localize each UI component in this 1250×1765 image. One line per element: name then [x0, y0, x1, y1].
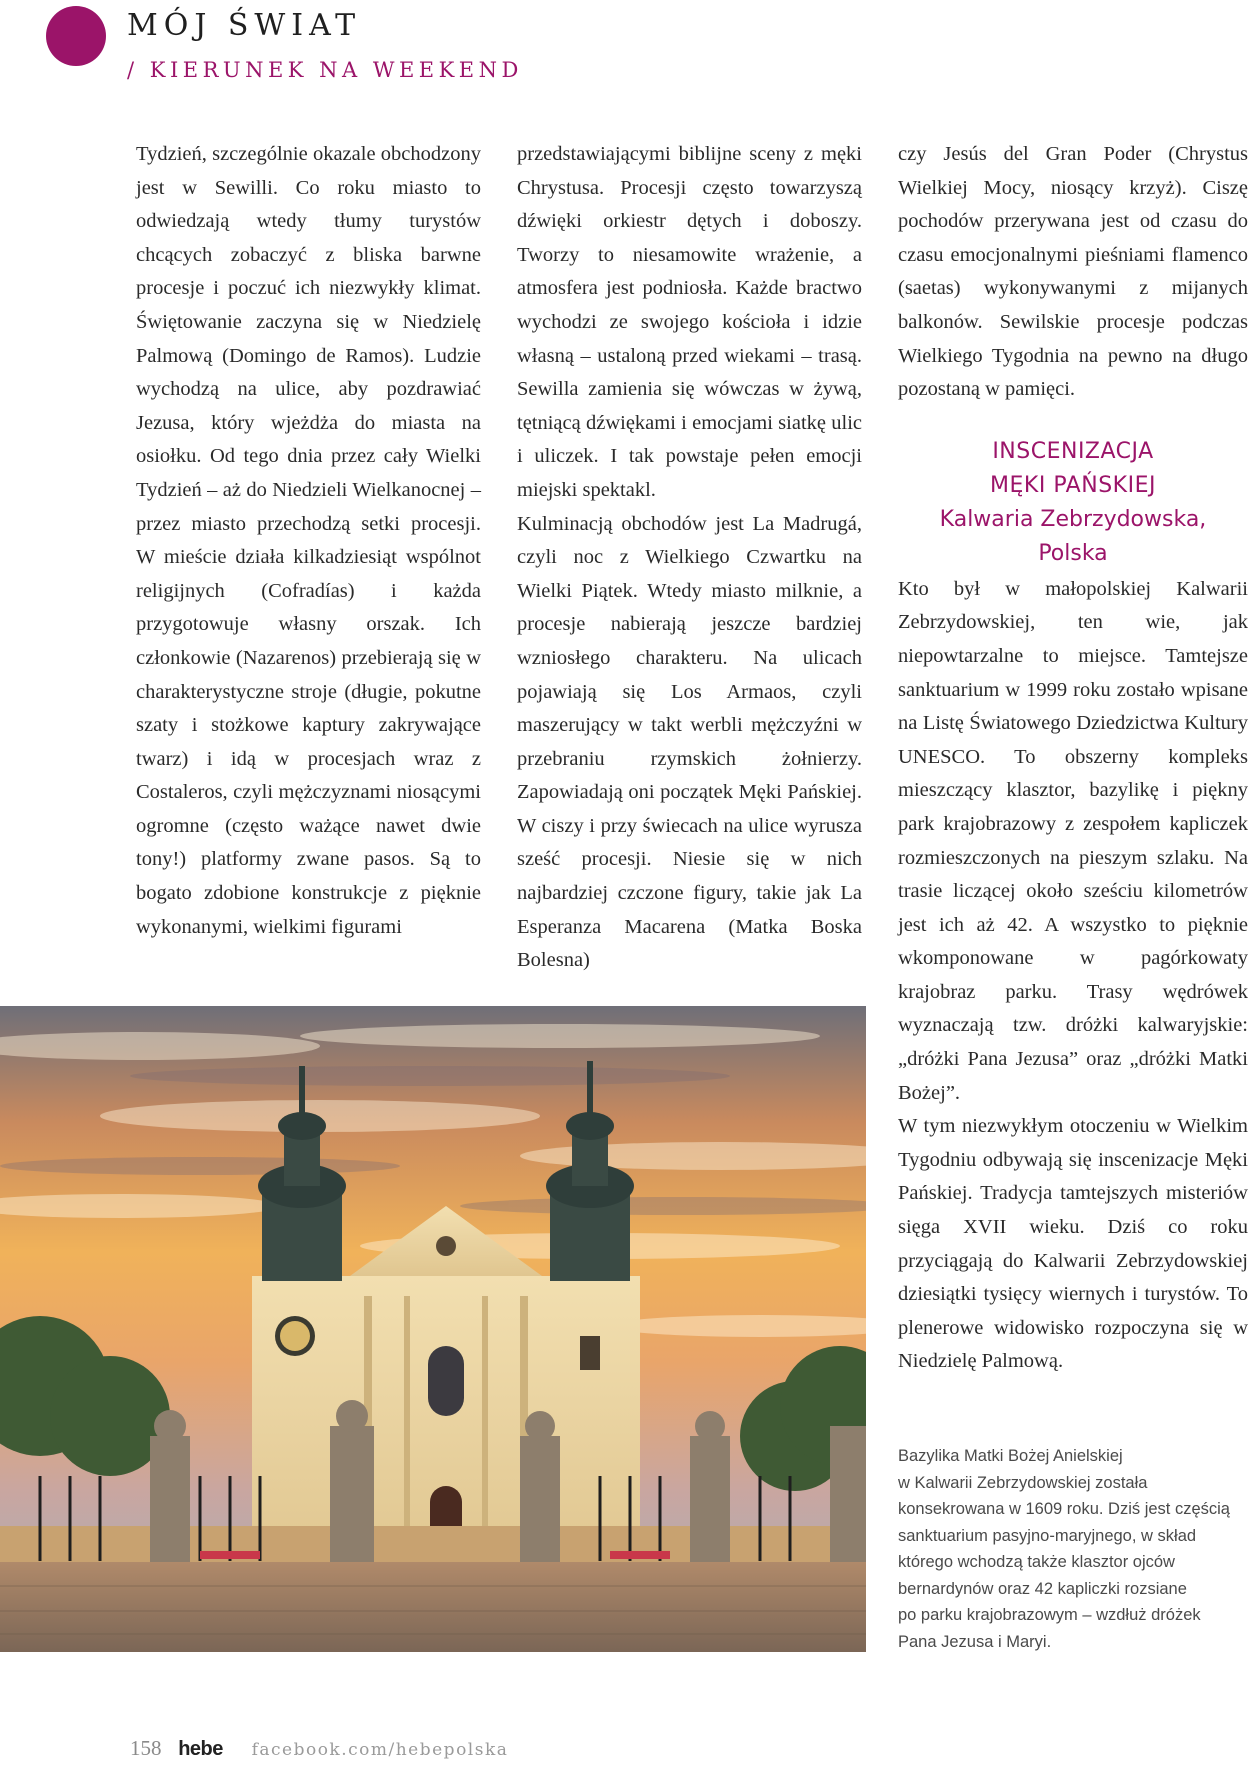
paragraph: Kulminacją obchodów jest La Madrugá, czyli noc z Wielkiego Czwartku na Wielki Piątek. Wtedy miasto milknie, a procesje nabierają jeszcze bardziej wzniosłego charakteru. Na ulicach pojawiają się Los Armaos, czyli maszerujący w takt werbli mężczyźni w przebraniu rzymskich żołnierzy. Zapowiadają oni początek Męki Pańskiej. W ciszy i przy świecach na ulice wyrusza sześć procesji. Niesie się w nich najbardziej czczone figury, takie jak La Esperanza Macarena (Matka Boska Bolesna) — [517, 512, 862, 972]
caption-line: konsekrowana w 1609 roku. Dziś jest częścią — [898, 1500, 1230, 1518]
basilica-illustration — [0, 1006, 866, 1652]
paragraph: czy Jesús del Gran Poder (Chrystus Wielkiej Mocy, niosący krzyż). Ciszę pochodów przerywana jest od czasu do czasu emocjonalnymi pieśniami flamenco (saetas) wykonywanymi z mijanych balkonów. Sewilskie procesje podczas Wielkiego Tygodnia na pewno na długo pozostaną w pamięci. — [898, 143, 1248, 401]
caption-line: w Kalwarii Zebrzydowskiej została — [898, 1473, 1148, 1492]
basilica-photo — [0, 1006, 866, 1652]
subheading-line: MĘKI PAŃSKIEJ — [990, 472, 1156, 498]
facebook-link[interactable]: facebook.com/hebepolska — [251, 1740, 509, 1760]
paragraph: przedstawiającymi biblijne sceny z męki Chrystusa. Procesji często towarzyszą dźwięki orkiestr dętych i doboszy. Tworzy to niesamowite wrażenie, a atmosfera jest podniosła. Każde bractwo wychodzi ze swojego kościoła i idzie własną – ustaloną przed wiekami – trasą. Sewilla zamienia się wówczas w żywą, tętniącą dźwiękami i emocjami siatkę ulic i uliczek. I tak powstaje pełen emocji miejski spektakl. — [517, 143, 862, 501]
paragraph: Tydzień, szczególnie okazale obchodzony jest w Sewilli. Co roku miasto to odwiedzają wtedy tłumy turystów chcących zobaczyć z bliska barwne procesje i poczuć ich niezwykły klimat. Świętowanie zaczyna się w Niedzielę Palmową (Domingo de Ramos). Ludzie wychodzą na ulice, aby pozdrawiać Jezusa, który wjeżdża do miasta na osiołku. Od tego dnia przez cały Wielki Tydzień – aż do Niedzieli Wielkanocnej – przez miasto przechodzą setki procesji. W mieście działa kilkadziesiąt wspólnot religijnych (Cofradías) i każda przygotowuje własny orszak. Ich członkowie (Nazarenos) przebierają się w charakterystyczne stroje (długie, pokutne szaty i stożkowe kaptury zakrywające twarz) i idą w procesjach wraz z Costaleros, czyli mężczyznami niosącymi ogromne (często ważące nawet dwie tony!) platformy zwane pasos. Są to bogato zdobione konstrukcje z pięknie wykonanymi, wielkimi figurami — [136, 143, 481, 938]
caption-line: po parku krajobrazowym – wzdłuż dróżek — [898, 1606, 1201, 1624]
page-number: 158 — [130, 1736, 162, 1760]
section-subheading — [898, 435, 1248, 571]
article-column-1 — [136, 138, 481, 944]
caption-line: sanktuarium pasyjno-maryjnego, w skład — [898, 1526, 1197, 1545]
caption-line: Bazylika Matki Bożej Anielskiej — [898, 1447, 1123, 1465]
article-column-3 — [898, 138, 1248, 1379]
subheading-line: INSCENIZACJA — [992, 438, 1154, 464]
photo-caption — [898, 1443, 1238, 1655]
caption-line: Pana Jezusa i Maryi. — [898, 1632, 1052, 1651]
subheading-location: Kalwaria Zebrzydowska, — [939, 506, 1207, 532]
subheading-location: Polska — [1038, 540, 1108, 566]
paragraph: W tym niezwykłym otoczeniu w Wielkim Tygodniu odbywają się inscenizacje Męki Pańskiej. Tradycja tamtejszych misteriów sięga XVII wieku. Dziś co roku przyciągają do Kalwarii Zebrzydowskiej dziesiątki tysięcy wiernych i turystów. To plenerowe widowisko rozpoczyna się w Niedzielę Palmową. — [898, 1115, 1248, 1373]
article-column-2 — [517, 138, 862, 978]
paragraph: Kto był w małopolskiej Kalwarii Zebrzydowskiej, ten wie, jak niepowtarzalne to miejsce. Tamtejsze sanktuarium w 1999 roku zostało wpisane na Listę Światowego Dziedzictwa Kultury UNESCO. To obszerny kompleks mieszczący klasztor, bazylikę i piękny park krajobrazowy z zespołem kapliczek rozmieszczonych na pieszym szlaku. Na trasie liczącej około sześciu kilometrów jest ich aż 42. A wszystko to pięknie wkomponowane w pagórkowaty krajobraz parku. Trasy wędrówek wyznaczają tzw. dróżki kalwaryjskie: „dróżki Pana Jezusa” oraz „dróżki Matki Bożej”. — [898, 577, 1248, 1104]
caption-line: którego wchodzą także klasztor ojców — [898, 1553, 1175, 1571]
section-subtitle: / KIERUNEK NA WEEKEND — [127, 58, 523, 82]
page-footer — [130, 1736, 508, 1761]
brand-dot — [46, 6, 106, 66]
caption-line: bernardynów oraz 42 kapliczki rozsiane — [898, 1579, 1187, 1598]
section-title: MÓJ ŚWIAT — [127, 8, 362, 43]
magazine-logo: hebe — [178, 1738, 223, 1760]
